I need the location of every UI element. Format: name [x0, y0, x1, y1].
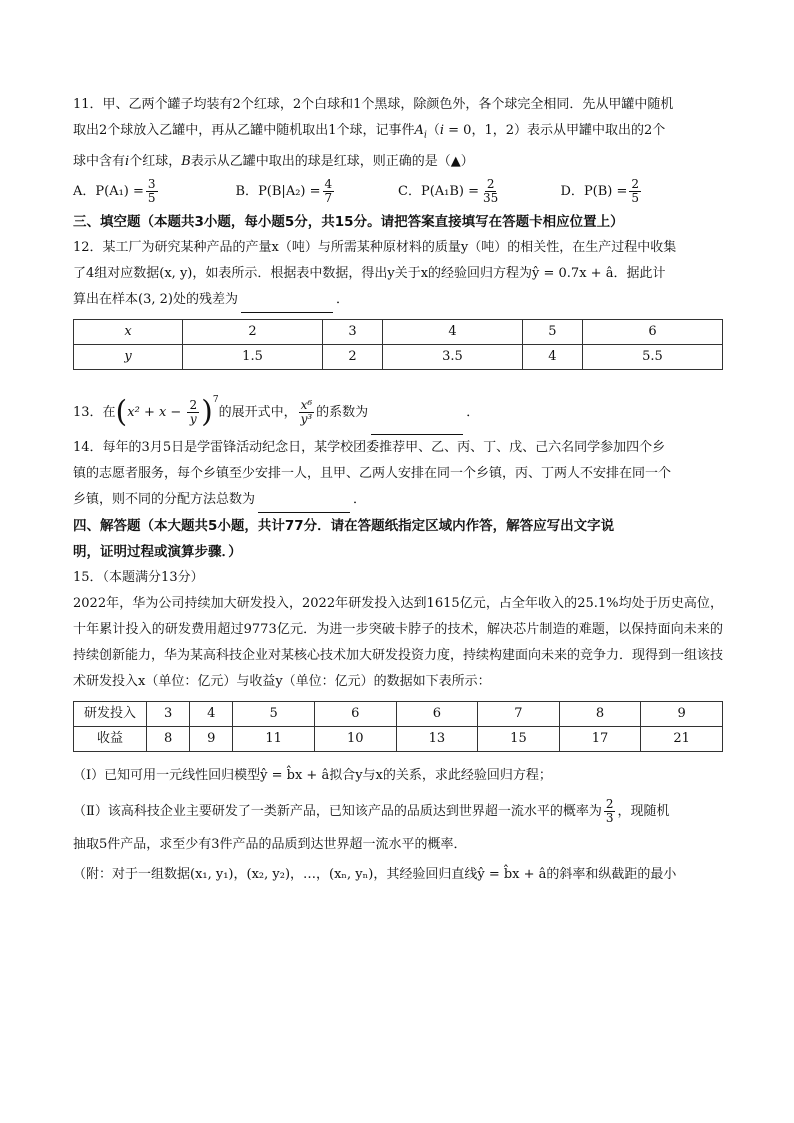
table-cell: 9: [190, 726, 233, 751]
table-header-cell: x: [74, 319, 183, 344]
q14-line2: 镇的志愿者服务，每个乡镇至少安排一人，且甲、乙两人安排在同一个乡镇，丙、丁两人不安排在同一个: [73, 465, 672, 481]
table-cell: 5: [233, 701, 315, 726]
table-cell: 7: [478, 701, 560, 726]
table-cell: 6: [582, 319, 722, 344]
table-cell: 5.5: [582, 344, 722, 369]
fraction: $\frac{4}{7}$: [324, 177, 333, 206]
table-row: [74, 319, 723, 344]
table-cell: 21: [641, 726, 723, 751]
q12-line3: 算出在样本(3, 2)处的残差为 ．: [73, 287, 723, 313]
q11-line2: 取出2个球放入乙罐中，再从乙罐中随机取出1个球，记事件$A_i(i = 0$，1，2）表示从甲罐中取出的2个: [73, 123, 666, 141]
section-3-heading: 三、填空题（本题共3小题，每小题5分，共15分。请把答案直接填写在答题卡相应位置上）: [73, 213, 624, 230]
answer-blank: [241, 298, 333, 313]
q11-line3: 球中含有i个红球，B表示从乙罐中取出的球是红球，则正确的是（▲）: [73, 153, 474, 169]
table-row: [74, 344, 723, 369]
table-cell: 5: [522, 319, 582, 344]
table-cell: 8: [147, 726, 190, 751]
q12-line1: 12．某工厂为研究某种产品的产量x（吨）与所需某种原材料的质量y（吨）的相关性，在生产过程中收集: [73, 239, 677, 255]
q15-appendix-note: （附：对于一组数据(x₁, y₁)，(x₂, y₂)，…，(xₙ, yₙ)，其经验回归直线ŷ = b̂x + â的斜率和纵截距的最小: [73, 866, 677, 882]
table-row: [74, 701, 723, 726]
q15-paragraph: 2022年，华为公司持续加大研发投入，2022年研发投入达到1615亿元，占全年收入的25.1%均处于历史高位，十年累计投入的研发费用超过9773亿元．为进一步突破卡脖子的技术，解决芯片制造的难题，以保持面向未来的持续创新能力，华为某高科技企业对某核心技术加大研发投资力度，持续构建面向未来的竞争力．现得到一组该技术研发投入x（单位：亿元）与收益y（单位：亿元）的数据如下表所示：: [73, 595, 724, 689]
table-cell: 10: [314, 726, 396, 751]
q12-line2: 了4组对应数据(x, y)，如表所示．根据表中数据，得出y关于x的经验回归方程为ŷ = 0.7x + â．据此计: [73, 265, 666, 281]
table-cell: 6: [396, 701, 478, 726]
table-cell: 4: [522, 344, 582, 369]
q14-line1: 14．每年的3月5日是学雷锋活动纪念日，某学校团委推荐甲、乙、丙、丁、戊、己六名同学参加四个乡: [73, 439, 666, 455]
q11-line1: 11．甲、乙两个罐子均装有2个红球，2个白球和1个黑球，除颜色外，各个球完全相同．先从甲罐中随机: [73, 97, 674, 112]
q11-option-c: C． P(A₁B) = $\frac{2}{35}$: [398, 177, 499, 206]
table-header-cell: 收益: [74, 726, 147, 751]
table-cell: 11: [233, 726, 315, 751]
fraction: $\frac{\text{x⁶}}{\text{y³}}$: [300, 397, 313, 426]
fraction: $\frac{2}{35}$: [483, 177, 499, 206]
table-cell: 3: [147, 701, 190, 726]
table-cell: 4: [382, 319, 522, 344]
q15-part1: （Ⅰ）已知可用一元线性回归模型ŷ = b̂x + â拟合y与x的关系，求此经验回归方程；: [73, 767, 552, 783]
q13-line: 13．在(x² + x − $\frac{2}{y}$ )$^7$的展开式中， $\frac{\text{x⁶}}{\text{y³}}$ 的系数为 ．: [73, 378, 723, 435]
table-cell: 13: [396, 726, 478, 751]
answer-blank: [371, 420, 463, 435]
table-cell: 6: [314, 701, 396, 726]
q11-option-a: A． P(A₁) = $\frac{3}{5}$: [73, 177, 156, 206]
q15-data-table: [73, 701, 723, 752]
q11-options: [73, 175, 723, 209]
table-cell: 3.5: [382, 344, 522, 369]
exam-page: [73, 92, 723, 892]
table-header-cell: 研发投入: [74, 701, 147, 726]
q14-line3: 乡镇，则不同的分配方法总数为 ．: [73, 487, 723, 513]
table-cell: 17: [559, 726, 641, 751]
table-cell: 4: [190, 701, 233, 726]
table-cell: 8: [559, 701, 641, 726]
table-cell: 1.5: [183, 344, 323, 369]
table-cell: 15: [478, 726, 560, 751]
answer-blank: [258, 498, 350, 513]
fraction: $\frac{2}{3}$: [605, 796, 614, 825]
section-4-heading-line1: 四、解答题（本大题共5小题，共计77分．请在答题纸指定区域内作答，解答应写出文字说: [73, 517, 615, 534]
fraction: $\frac{3}{5}$: [147, 177, 156, 206]
fraction: $\frac{2}{5}$: [631, 177, 640, 206]
event-a-i: $A_i$: [414, 123, 427, 141]
q11-option-d: D． P(B) = $\frac{2}{5}$: [560, 177, 640, 206]
table-cell: 2: [183, 319, 323, 344]
table-cell: 9: [641, 701, 723, 726]
q11-option-b: B． P(B|A₂) = $\frac{4}{7}$: [235, 177, 333, 206]
q15-part2-line2: 抽取5件产品，求至少有3件产品的品质到达世界超一流水平的概率．: [73, 836, 467, 852]
q15-header: 15．（本题满分13分）: [73, 569, 204, 585]
q12-data-table: [73, 319, 723, 370]
table-cell: 2: [323, 344, 383, 369]
table-row: [74, 726, 723, 751]
table-header-cell: y: [74, 344, 183, 369]
table-cell: 3: [323, 319, 383, 344]
fraction: $\frac{2}{y}$: [189, 397, 198, 426]
section-4-heading-line2: 明，证明过程或演算步骤．）: [73, 543, 242, 560]
q15-part2-line1: （Ⅱ）该高科技企业主要研发了一类新产品，已知该产品的品质达到世界超一流水平的概率为 $\frac{2}{3}$ ，现随机: [73, 796, 670, 825]
